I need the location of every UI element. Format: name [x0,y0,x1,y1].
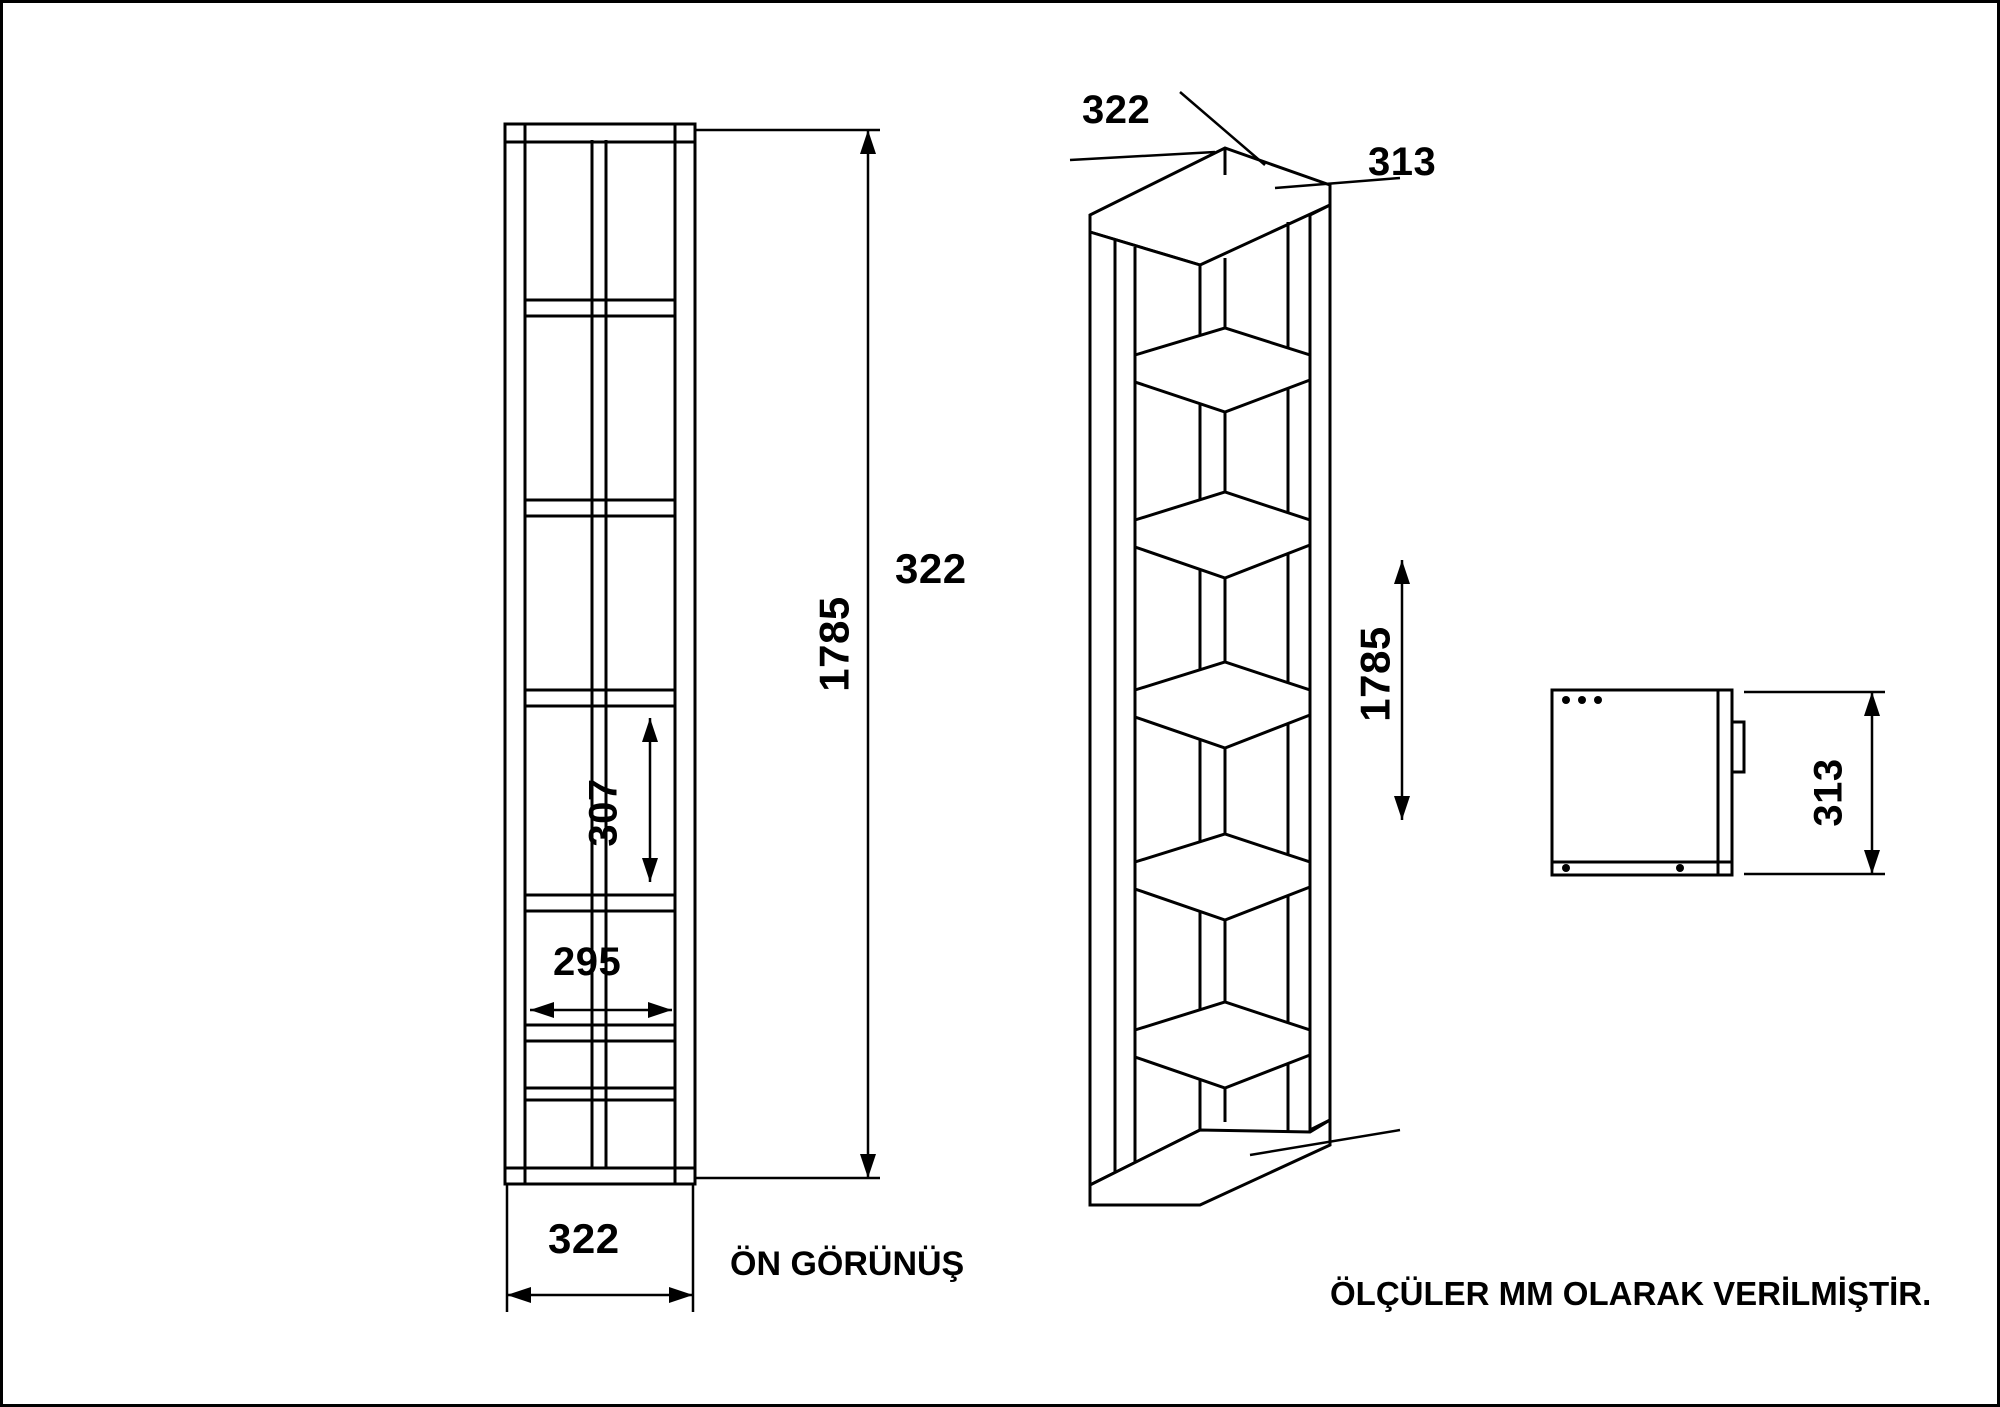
units-note: ÖLÇÜLER MM OLARAK VERİLMİŞTİR. [1330,1275,1932,1312]
side-view-depth-313-label: 313 [1806,758,1851,827]
front-view-drawing [505,124,695,1184]
front-view-depth-322-label: 322 [895,545,967,592]
isometric-height-1785-label: 1785 [1351,626,1399,722]
front-view-height-1785-label: 1785 [810,596,858,692]
isometric-top-depth-313-label: 313 [1368,140,1437,184]
isometric-top-width-322-label: 322 [1082,88,1151,132]
front-view-inner-width-295-label: 295 [553,940,622,984]
front-view-opening-307-label: 307 [581,778,626,847]
front-view-caption: ÖN GÖRÜNÜŞ [730,1245,965,1283]
front-view-width-322-label: 322 [548,1215,620,1262]
side-view-drawing [1552,690,1744,875]
isometric-view-drawing [1070,92,1400,1205]
